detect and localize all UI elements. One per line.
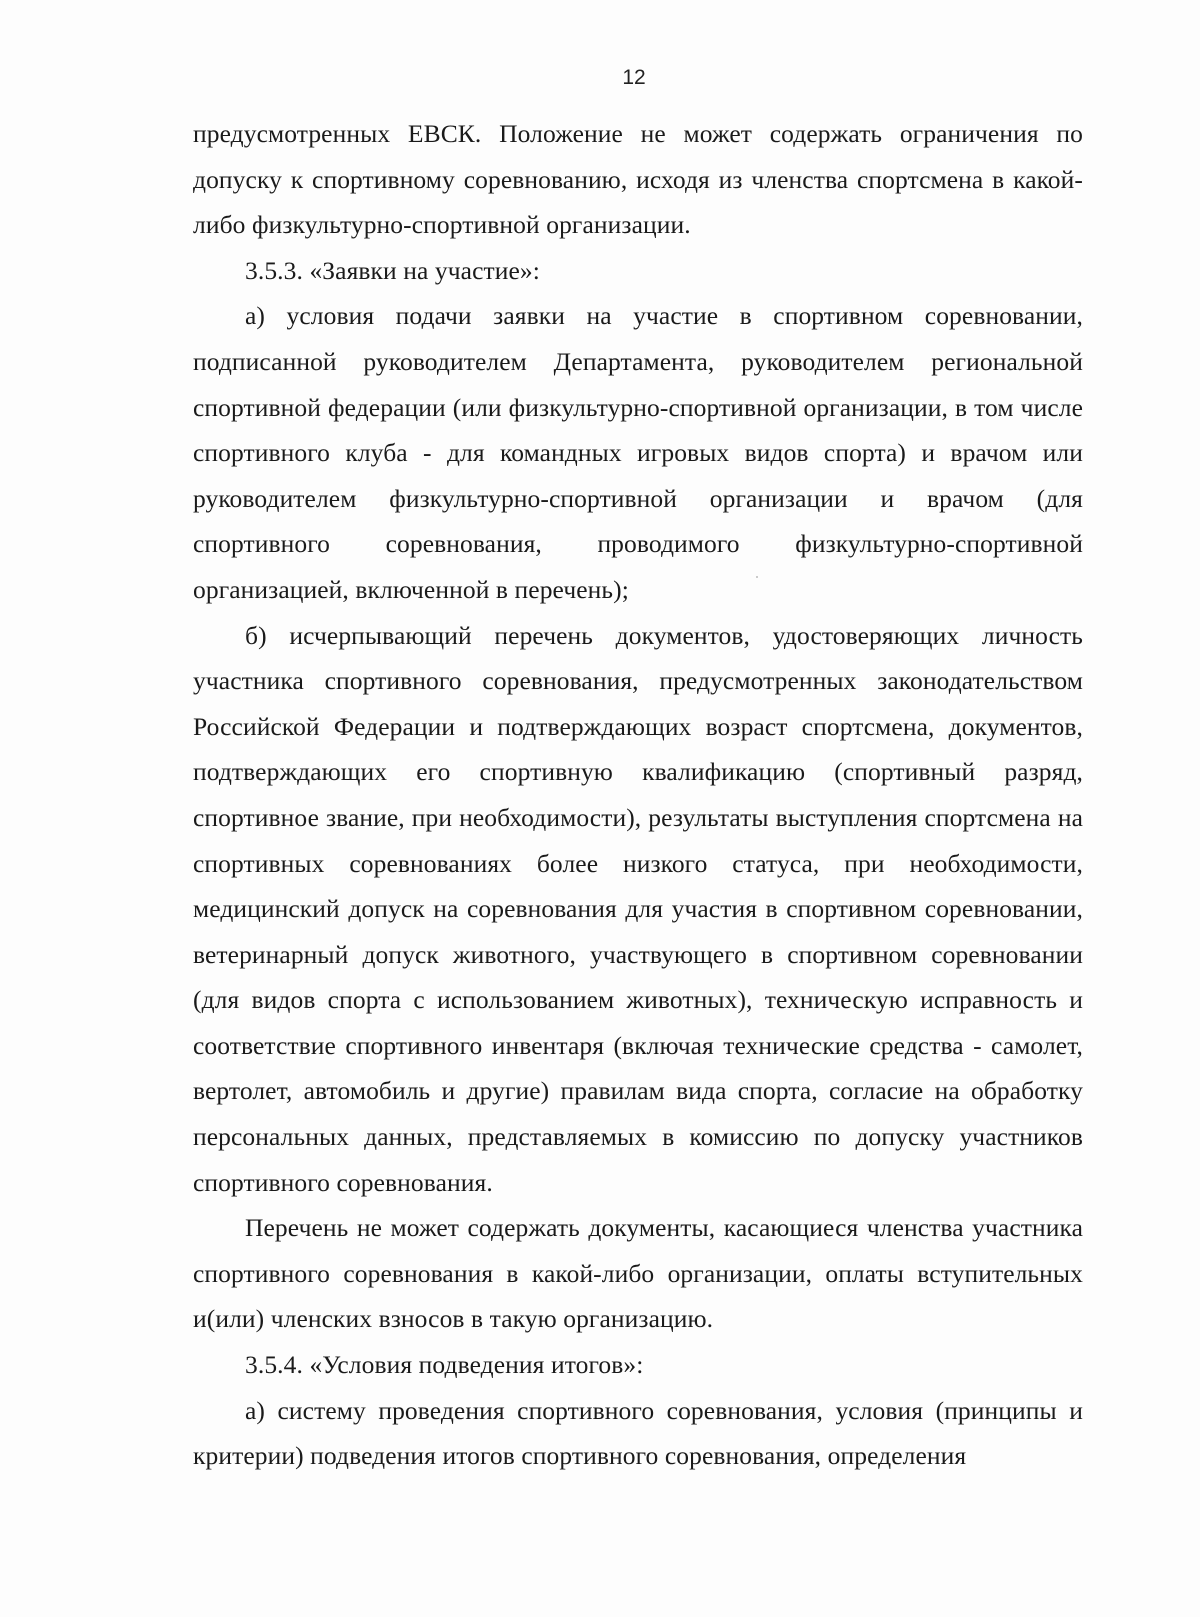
paragraph-item-a: а) условия подачи заявки на участие в спортивном соревновании, подписанной руководителем Департамента, руководителем региональной спортивной федерации (или физкультурно-спортивной организации, в том числе спортивного клуба - для командных игровых видов спорта) и врачом или руководителем физкультурно-спортивной организации и врачом (для спортивного соревнования, проводимого физкультурно-спортивной организацией, включенной в перечень);	[193, 301, 1083, 604]
paragraph-list-restriction: Перечень не может содержать документы, касающиеся членства участника спортивного соревнования в какой-либо организации, оплаты вступительных и(или) членских взносов в такую организацию.	[193, 1213, 1083, 1334]
section-heading-3-5-3: 3.5.3. «Заявки на участие»:	[245, 255, 540, 285]
page-number: 12	[622, 66, 646, 89]
paragraph-item-b: б) исчерпывающий перечень документов, удостоверяющих личность участника спортивного соревнования, предусмотренных законодательством Российской Федерации и подтверждающих возраст спортсмена, документов, подтверждающих его спортивную квалификацию (спортивный разряд, спортивное звание, при необходимости), результаты выступления спортсмена на спортивных соревнованиях более низкого статуса, при необходимости, медицинский допуск на соревнования для участия в спортивном соревновании, ветеринарный допуск животного, участвующего в спортивном соревновании (для видов спорта с использованием животных), техническую исправность и соответствие спортивного инвентаря (включая технические средства - самолет, вертолет, автомобиль и другие) правилам вида спорта, согласие на обработку персональных данных, представляемых в комиссию по допуску участников спортивного соревнования.	[193, 620, 1083, 1197]
paragraph-item-a-results: а) систему проведения спортивного соревнования, условия (принципы и критерии) подведения итогов спортивного соревнования, определения	[193, 1395, 1083, 1471]
document-body	[193, 111, 1083, 1479]
scan-artifact-dot	[756, 576, 758, 578]
section-heading-3-5-4: 3.5.4. «Условия подведения итогов»:	[245, 1350, 644, 1380]
paragraph-continuation: предусмотренных ЕВСК. Положение не может содержать ограничения по допуску к спортивному соревнованию, исходя из членства спортсмена в какой-либо физкультурно-спортивной организации.	[193, 119, 1083, 240]
